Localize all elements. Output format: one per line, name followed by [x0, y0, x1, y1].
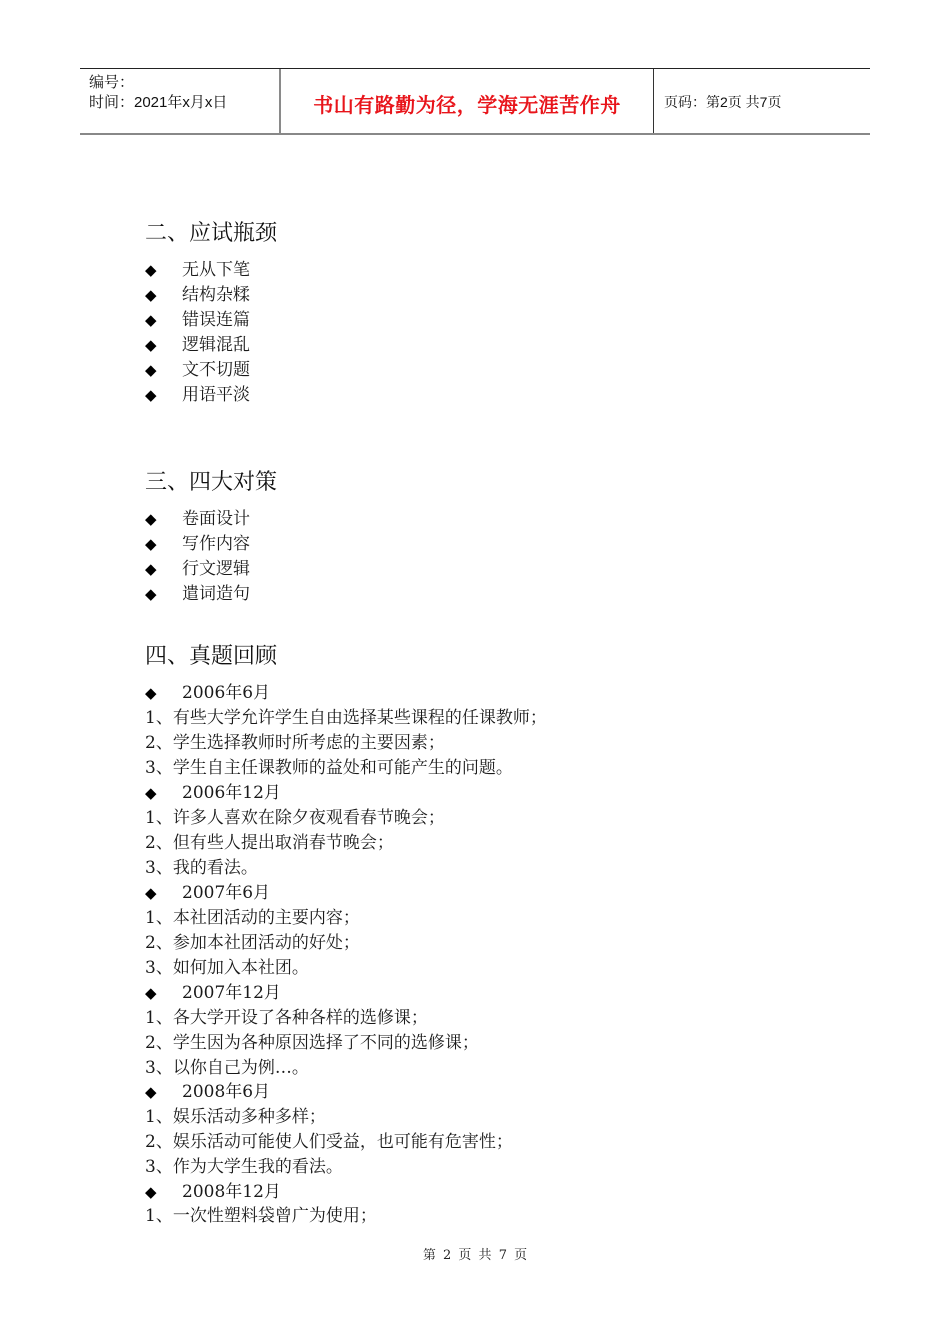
exam-point: 2、参加本社团活动的好处；	[145, 933, 360, 953]
header-meta-cell	[80, 69, 281, 133]
list-item: ◆ 结构杂糅	[145, 283, 250, 308]
exam-date-item: ◆ 2007年6月	[145, 881, 270, 906]
document-number-label: 编号：	[89, 74, 135, 91]
section-title-bottlenecks: 二、应试瓶颈	[145, 221, 278, 246]
list-item: ◆ 卷面设计	[145, 507, 250, 532]
exam-point: 3、学生自主任课教师的益处和可能产生的问题。	[145, 758, 513, 778]
exam-date-item: ◆ 2006年12月	[145, 781, 281, 806]
exam-point: 3、作为大学生我的看法。	[145, 1157, 343, 1177]
page-header	[80, 68, 870, 135]
header-page-info: 页码：第2页 共7页	[664, 94, 782, 110]
exam-point: 1、各大学开设了各种各样的选修课；	[145, 1008, 428, 1028]
exam-date-item: ◆ 2008年12月	[145, 1180, 281, 1205]
exam-point: 1、本社团活动的主要内容；	[145, 908, 360, 928]
document-date: 时间：2021年x月x日	[89, 94, 228, 111]
diamond-bullet-icon: ◆	[145, 286, 157, 304]
footer-page-number: 第 2 页 共 7 页	[422, 1248, 528, 1263]
exam-point: 1、许多人喜欢在除夕夜观看春节晚会；	[145, 808, 445, 828]
exam-point: 2、但有些人提出取消春节晚会；	[145, 833, 394, 853]
list-item: ◆ 行文逻辑	[145, 557, 250, 582]
diamond-bullet-icon: ◆	[145, 984, 157, 1002]
exam-date-item: ◆ 2007年12月	[145, 981, 281, 1006]
exam-point: 1、有些大学允许学生自由选择某些课程的任课教师；	[145, 708, 547, 728]
exam-point: 1、一次性塑料袋曾广为使用；	[145, 1206, 377, 1226]
diamond-bullet-icon: ◆	[145, 1083, 157, 1101]
list-item: ◆ 用语平淡	[145, 383, 250, 408]
diamond-bullet-icon: ◆	[145, 560, 157, 578]
exam-date-item: ◆ 2008年6月	[145, 1080, 270, 1105]
list-item: ◆ 遣词造句	[145, 582, 250, 607]
diamond-bullet-icon: ◆	[145, 1183, 157, 1201]
exam-point: 3、我的看法。	[145, 858, 258, 878]
diamond-bullet-icon: ◆	[145, 884, 157, 902]
list-item: ◆ 逻辑混乱	[145, 333, 250, 358]
exam-point: 2、学生选择教师时所考虑的主要因素；	[145, 733, 445, 753]
diamond-bullet-icon: ◆	[145, 336, 157, 354]
diamond-bullet-icon: ◆	[145, 361, 157, 379]
exam-point: 3、如何加入本社团。	[145, 958, 309, 978]
diamond-bullet-icon: ◆	[145, 585, 157, 603]
list-item: ◆ 写作内容	[145, 532, 250, 557]
list-item: ◆ 无从下笔	[145, 258, 250, 283]
diamond-bullet-icon: ◆	[145, 386, 157, 404]
diamond-bullet-icon: ◆	[145, 311, 157, 329]
exam-point: 2、学生因为各种原因选择了不同的选修课；	[145, 1033, 479, 1053]
section-title-past-exams: 四、真题回顾	[145, 644, 278, 669]
page-footer	[0, 1244, 950, 1263]
list-item: ◆ 错误连篇	[145, 308, 250, 333]
diamond-bullet-icon: ◆	[145, 261, 157, 279]
header-page-cell	[654, 69, 870, 133]
exam-point: 2、娱乐活动可能使人们受益，也可能有危害性；	[145, 1132, 513, 1152]
exam-point: 3、以你自己为例…。	[145, 1058, 309, 1078]
diamond-bullet-icon: ◆	[145, 510, 157, 528]
diamond-bullet-icon: ◆	[145, 684, 157, 702]
section-title-strategies: 三、四大对策	[145, 470, 278, 495]
list-item: ◆ 文不切题	[145, 358, 250, 383]
exam-point: 1、娱乐活动多种多样；	[145, 1107, 326, 1127]
diamond-bullet-icon: ◆	[145, 535, 157, 553]
header-motto-cell	[281, 69, 654, 133]
diamond-bullet-icon: ◆	[145, 784, 157, 802]
exam-date-item: ◆ 2006年6月	[145, 681, 270, 706]
motto-text: 书山有路勤为径，学海无涯苦作舟	[313, 92, 621, 117]
